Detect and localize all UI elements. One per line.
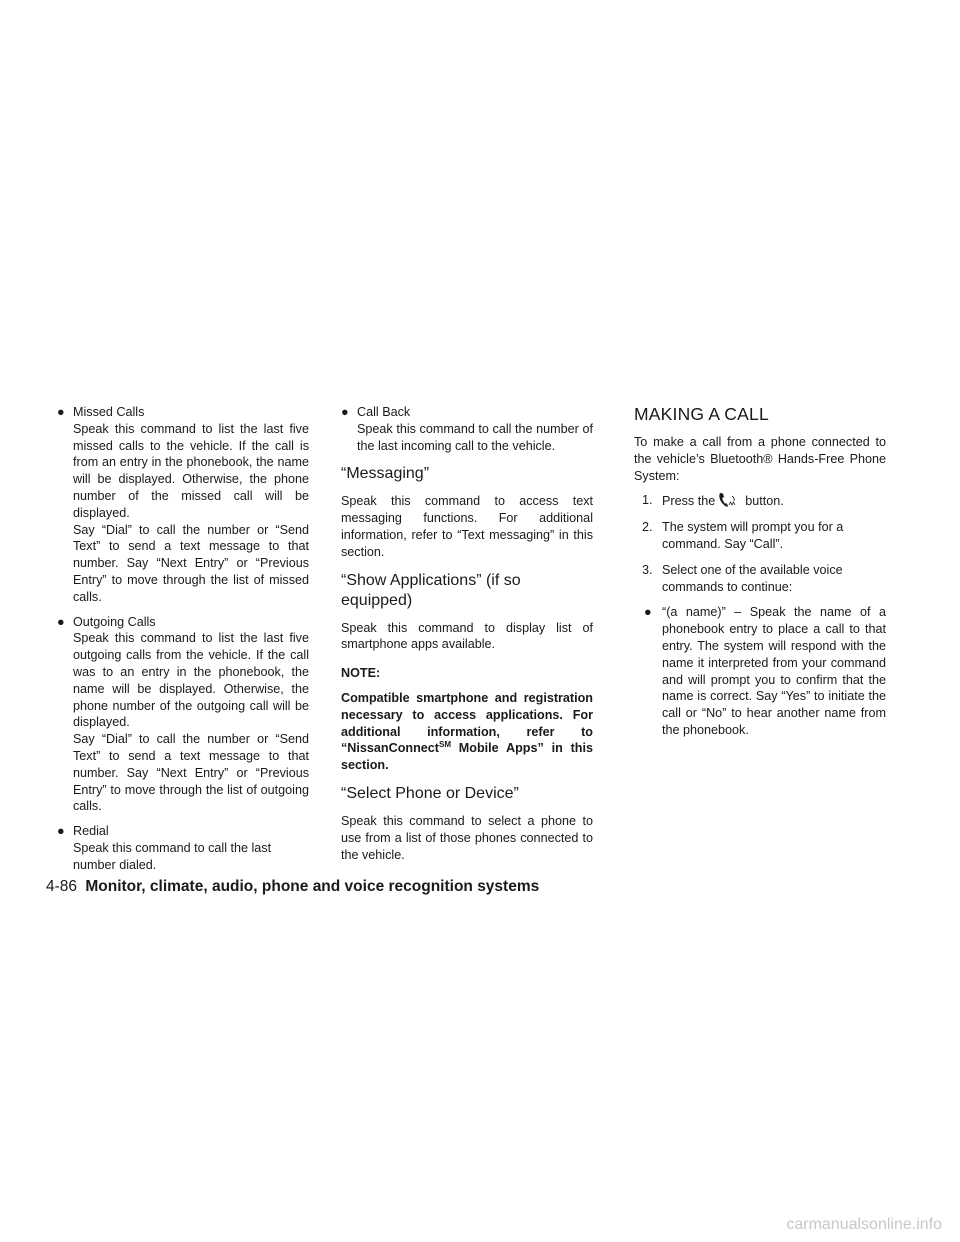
bullet-icon: ●	[644, 605, 652, 620]
call-back-item	[341, 404, 593, 454]
watermark: carmanualsonline.info	[786, 1216, 942, 1233]
call-back-desc: Speak this command to call the number of the last incoming call to the vehicle.	[357, 421, 593, 453]
step-number: 1.	[642, 493, 653, 508]
call-back-term: Call Back	[357, 405, 411, 419]
redial-term: Redial	[73, 824, 109, 839]
bullet-icon: ●	[57, 405, 65, 419]
bullet-icon: ●	[57, 824, 65, 839]
step-1	[634, 492, 886, 510]
page-number: 4-86	[46, 878, 78, 895]
note-text-part1: Compatible smartphone and registration necessary to access applications. For additional information, refer to “NissanConnect	[341, 690, 593, 756]
step-1-text-after: button.	[745, 494, 784, 509]
page-footer	[46, 878, 539, 896]
step-3-text: Select one of the available voice commands to continue:	[662, 562, 843, 594]
making-a-call-heading: MAKING A CALL	[634, 404, 769, 424]
messaging-heading: “Messaging”	[341, 465, 430, 483]
redial-item	[57, 823, 309, 873]
step-2-text: The system will prompt you for a command. Say “Call”.	[662, 520, 844, 551]
column-right	[634, 404, 886, 747]
bullet-icon: ●	[341, 405, 349, 419]
step-1-text-before: Press the	[662, 494, 716, 509]
service-mark: SM	[438, 740, 451, 750]
a-name-text: “(a name)” – Speak the name of a phonebook entry to place a call to that entry. The system will respond with the name it interpreted from your command and will prompt you to confirm that the name is correct. Say “Yes” to initiate the call or “No” to hear another name from the phonebook.	[662, 605, 886, 737]
show-applications-heading: “Show Applications” (if so equipped)	[341, 571, 521, 609]
outgoing-calls-desc: Speak this command to list the last five outgoing calls from the vehicle. If the call was to an entry in the phonebook, the name will be displayed. Otherwise, the phone number of the outgoing call will be displayed.	[73, 631, 309, 730]
show-applications-body: Speak this command to display list of smartphone apps available.	[341, 620, 593, 652]
note-label: NOTE:	[341, 666, 381, 681]
select-phone-heading: “Select Phone or Device”	[341, 784, 519, 802]
note-body	[341, 690, 593, 774]
outgoing-calls-term: Outgoing Calls	[73, 614, 156, 629]
section-title: Monitor, climate, audio, phone and voice recognition systems	[85, 878, 540, 895]
step-3	[634, 562, 886, 596]
note-text-part2: Mobile Apps” in this section.	[341, 741, 593, 773]
step-number: 2.	[642, 520, 653, 535]
step-2	[634, 519, 886, 553]
outgoing-calls-desc2: Say “Dial” to call the number or “Send Text” to send a text message to that number. Say “Next Entry” or “Previous Entry” to move through the list of outgoing calls.	[73, 732, 309, 814]
messaging-body: Speak this command to access text messaging functions. For additional information, refer to “Text messaging” in this section.	[341, 494, 593, 559]
missed-calls-term: Missed Calls	[73, 405, 145, 419]
bullet-icon: ●	[57, 614, 65, 629]
missed-calls-item	[57, 404, 309, 606]
phone-talk-icon	[717, 492, 739, 508]
making-a-call-intro: To make a call from a phone connected to the vehicle’s Bluetooth® Hands-Free Phone System:	[634, 435, 886, 483]
redial-desc: Speak this command to call the last number dialed.	[73, 840, 272, 872]
select-phone-body: Speak this command to select a phone to use from a list of those phones connected to the vehicle.	[341, 813, 593, 862]
missed-calls-desc: Speak this command to list the last five missed calls to the vehicle. If the call is from an entry in the phonebook, the name will be displayed. Otherwise, the phone number of the missed call will be displayed.	[73, 421, 309, 520]
step-number: 3.	[642, 562, 653, 577]
missed-calls-desc2: Say “Dial” to call the number or “Send Text” to send a text message to that number. Say “Next Entry” or “Previous Entry” to move through the list of missed calls.	[73, 522, 309, 604]
column-left	[57, 404, 309, 882]
a-name-item	[634, 604, 886, 738]
column-middle	[341, 404, 593, 871]
outgoing-calls-item	[57, 614, 309, 816]
